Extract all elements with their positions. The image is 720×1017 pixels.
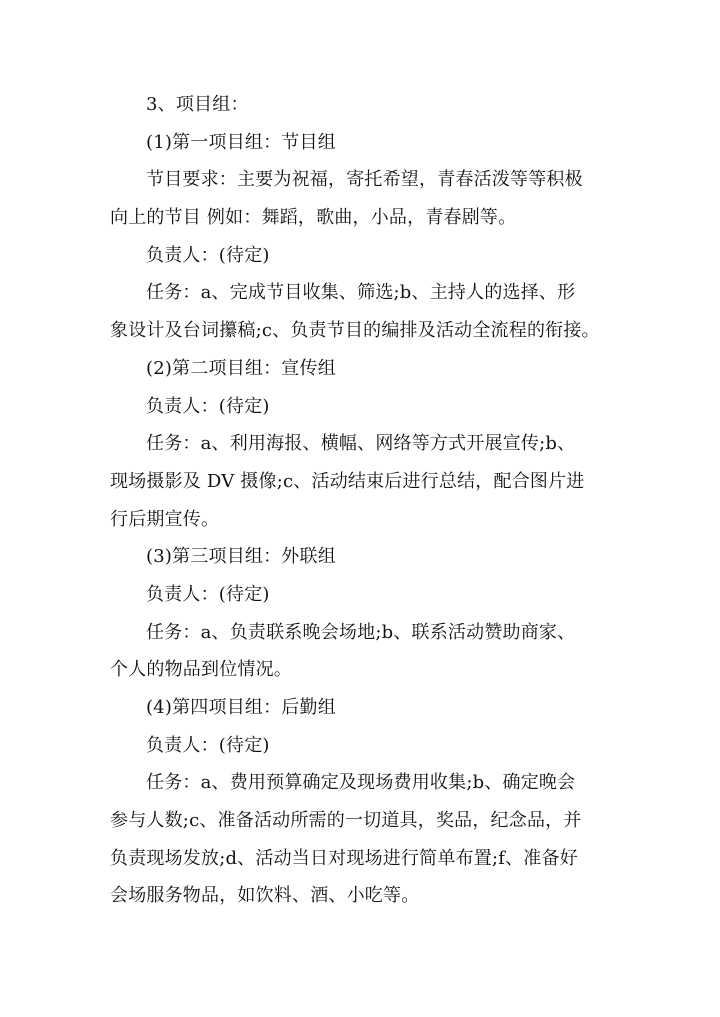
group-4-task-line-2: 参与人数;c、准备活动所需的一切道具，奖品，纪念品，并	[110, 810, 582, 832]
group-4-title: (4)第四项目组：后勤组	[146, 697, 336, 718]
group-2-title: (2)第二项目组：宣传组	[146, 357, 336, 379]
group-1-title: (1)第一项目组：节目组	[146, 131, 336, 153]
group-2-owner: 负责人：(待定)	[146, 395, 270, 417]
group-4-task-line-4: 会场服务物品，如饮料、酒、小吃等。	[110, 885, 420, 907]
document-body	[110, 86, 615, 915]
group-3-title: (3)第三项目组：外联组	[146, 546, 336, 568]
group-1-requirement-line-1: 节目要求：主要为祝福，寄托希望，青春活泼等等积极	[146, 169, 583, 191]
group-2-task-line-1: 任务：a、利用海报、横幅、网络等方式开展宣传;b、	[146, 433, 576, 455]
group-2-task-line-2: 现场摄影及 DV 摄像;c、活动结束后进行总结，配合图片进	[110, 470, 585, 492]
group-1-owner: 负责人：(待定)	[146, 244, 270, 266]
group-3-task-line-2: 个人的物品到位情况。	[110, 659, 292, 681]
group-4-owner: 负责人：(待定)	[146, 734, 270, 756]
group-3-task-line-1: 任务：a、负责联系晚会场地;b、联系活动赞助商家、	[146, 621, 576, 643]
section-heading: 3、项目组：	[146, 94, 249, 115]
group-4-task-line-1: 任务：a、费用预算确定及现场费用收集;b、确定晚会	[146, 772, 576, 794]
group-2-task-line-3: 行后期宣传。	[110, 508, 220, 530]
group-3-owner: 负责人：(待定)	[146, 583, 270, 605]
group-1-task-line-1: 任务：a、完成节目收集、筛选;b、主持人的选择、形	[146, 282, 576, 304]
group-4-task-line-3: 负责现场发放;d、活动当日对现场进行简单布置;f、准备好	[110, 847, 578, 869]
group-1-requirement-line-2: 向上的节目 例如：舞蹈，歌曲，小品，青春剧等。	[110, 207, 517, 229]
group-1-task-line-2: 象设计及台词攥稿;c、负责节目的编排及活动全流程的衔接。	[110, 320, 600, 342]
